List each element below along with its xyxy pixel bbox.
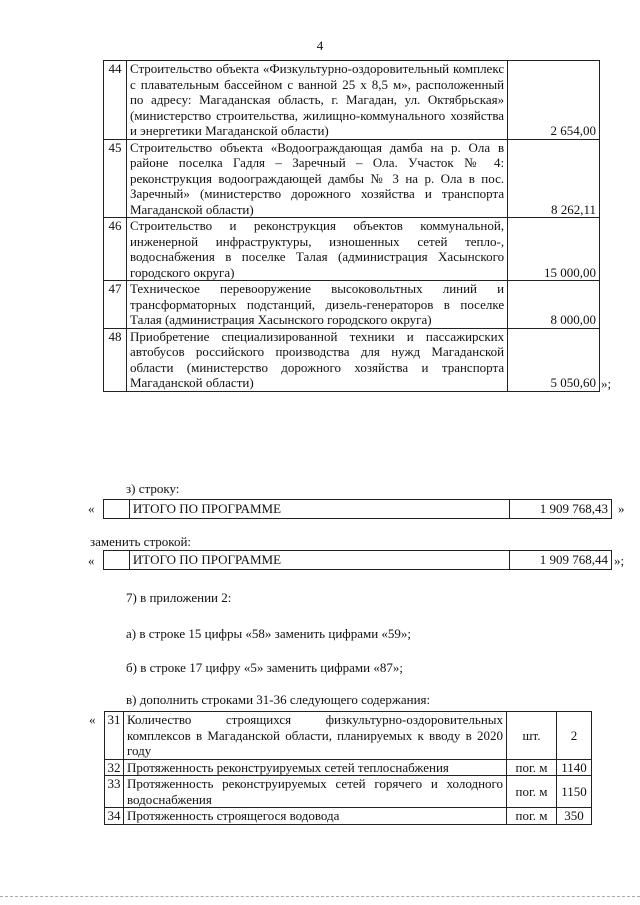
row-description: Приобретение специализированной техники и пассажирских автобусов российского производства для нужд Магаданской области (министерство дорожного хозяйства и транспорта Магаданской области) — [126, 328, 507, 391]
row-description: Строительство и реконструкция объектов коммунальной, инженерной инфраструктуры, изношенных сетей тепло-, водоснабжения в поселке Талая (администрация Хасынского городского округа) — [126, 218, 507, 281]
row-quantity: 350 — [557, 808, 592, 825]
item-a-text: а) в строке 15 цифры «58» заменить цифрами «59»; — [126, 626, 412, 641]
row-number: 33 — [105, 776, 124, 808]
table-row — [104, 139, 600, 218]
row-unit: пог. м — [507, 808, 557, 825]
row-unit: пог. м — [507, 776, 557, 808]
row-number: 32 — [105, 759, 124, 776]
table-row — [105, 808, 592, 825]
open-quote: « — [88, 553, 95, 568]
table-row — [104, 328, 600, 391]
table-row — [104, 281, 600, 329]
row-quantity: 1150 — [557, 776, 592, 808]
row-description: Протяженность строящегося водовода — [123, 808, 506, 825]
total-label: ИТОГО ПО ПРОГРАММЕ — [129, 500, 509, 519]
table-row — [105, 776, 592, 808]
item-7-text: 7) в приложении 2: — [126, 590, 232, 605]
open-quote: « — [88, 501, 95, 516]
table-row — [104, 551, 612, 570]
table-row — [104, 218, 600, 281]
row-amount: 8 000,00 — [508, 281, 600, 329]
row-amount: 15 000,00 — [508, 218, 600, 281]
row-description: Строительство объекта «Водоограждающая дамба на р. Ола в районе поселка Гадля – Заречный – Ола. Участок № 4: реконструкция водоограждающей дамбы № 3 на р. Ола в пос. Заречный» (министерство дорожного хозяйства и транспорта Магаданской области) — [126, 139, 507, 218]
row-amount: 8 262,11 — [508, 139, 600, 218]
indicators-table — [104, 711, 592, 825]
item-b-text: б) в строке 17 цифру «5» заменить цифрами «87»; — [126, 660, 403, 675]
program-items-table — [103, 60, 600, 392]
row-number: 47 — [104, 281, 127, 329]
total-label: ИТОГО ПО ПРОГРАММЕ — [129, 551, 509, 570]
row-description: Техническое перевооружение высоковольтных линий и трансформаторных подстанций, дизель-генераторов в поселке Талая (администрация Хасынского городского округа) — [126, 281, 507, 329]
item-z-text: з) строку: — [126, 481, 180, 496]
row-description: Протяженность реконструируемых сетей теплоснабжения — [123, 759, 506, 776]
table-closing-quote: »; — [601, 376, 612, 391]
table-row — [104, 500, 612, 519]
open-quote: « — [89, 712, 96, 727]
row-description: Строительство объекта «Физкультурно-оздоровительный комплекс с плавательным бассейном с ванной 25 х 8,5 м», расположенный по адресу: Магаданская область, г. Магадан, ул. Октябрьская» (министерство строительства, жилищно-коммунального хозяйства и энергетики Магаданской области) — [126, 61, 507, 140]
page-number: 4 — [316, 38, 324, 53]
replace-with-text: заменить строкой: — [90, 534, 192, 549]
row-description: Протяженность реконструируемых сетей горячего и холодного водоснабжения — [123, 776, 506, 808]
row-amount: 5 050,60 — [508, 328, 600, 391]
table-row — [105, 759, 592, 776]
table-row — [104, 61, 600, 140]
table-row — [105, 712, 592, 760]
row-number: 46 — [104, 218, 127, 281]
row-unit: шт. — [507, 712, 557, 760]
row-number: 34 — [105, 808, 124, 825]
row-quantity: 2 — [557, 712, 592, 760]
total-new-table — [103, 550, 612, 570]
row-number: 45 — [104, 139, 127, 218]
row-quantity: 1140 — [557, 759, 592, 776]
row-number: 48 — [104, 328, 127, 391]
item-v-text: в) дополнить строками 31-36 следующего содержания: — [126, 692, 431, 707]
page-bottom-divider — [0, 896, 640, 897]
total-value: 1 909 768,43 — [510, 500, 612, 519]
close-quote: » — [618, 501, 625, 516]
row-description: Количество строящихся физкультурно-оздоровительных комплексов в Магаданской области, планируемых к вводу в 2020 году — [123, 712, 506, 760]
close-quote: »; — [614, 553, 625, 568]
total-old-table — [103, 499, 612, 519]
row-number: 31 — [105, 712, 124, 760]
total-value: 1 909 768,44 — [510, 551, 612, 570]
row-unit: пог. м — [507, 759, 557, 776]
row-number: 44 — [104, 61, 127, 140]
row-amount: 2 654,00 — [508, 61, 600, 140]
